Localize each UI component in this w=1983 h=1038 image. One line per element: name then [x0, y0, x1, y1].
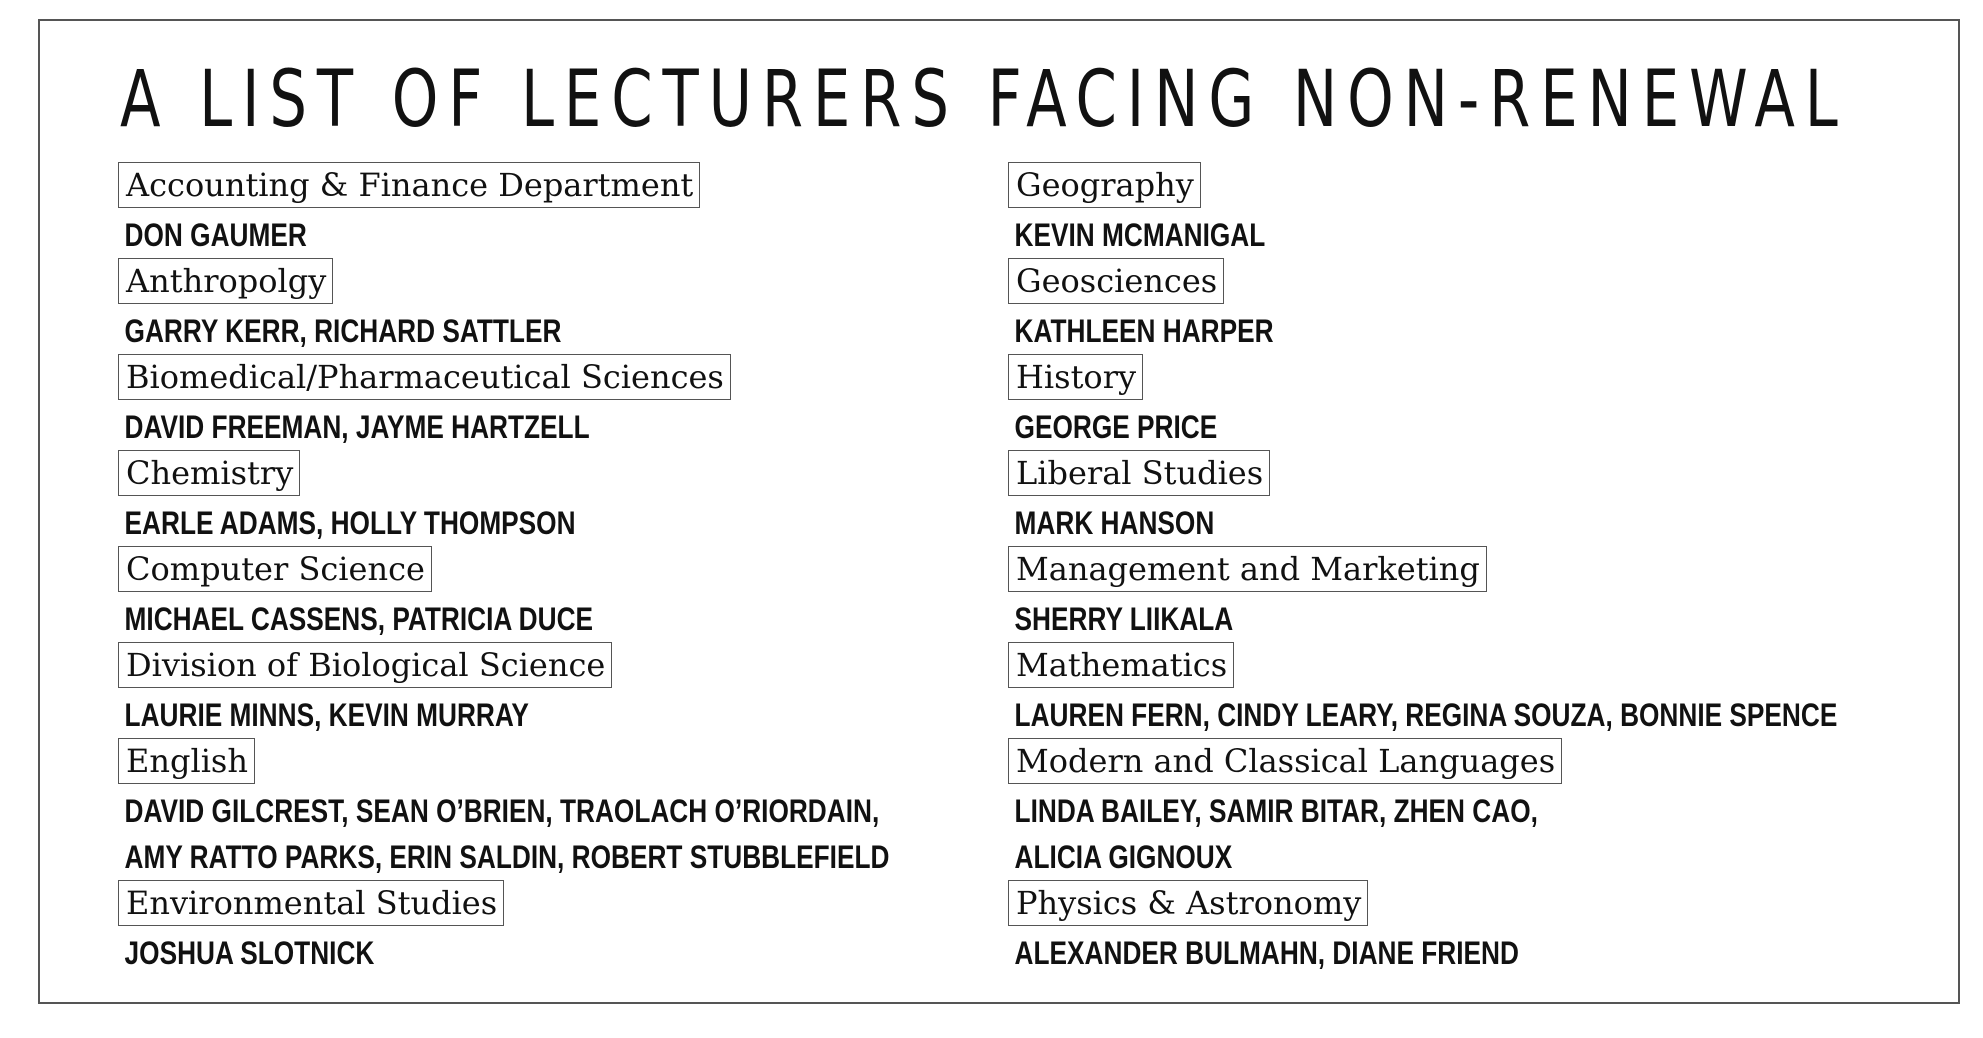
department-entry [1008, 546, 1888, 642]
department-label: Liberal Studies [1008, 450, 1270, 496]
department-label: History [1008, 354, 1143, 400]
department-entry [118, 546, 998, 642]
department-label: Physics & Astronomy [1008, 880, 1368, 926]
department-label: Mathematics [1008, 642, 1234, 688]
department-label: English [118, 738, 255, 784]
department-entry [118, 450, 998, 546]
lecturer-names: KATHLEEN HARPER [1014, 313, 1274, 349]
department-label: Management and Marketing [1008, 546, 1487, 592]
department-label: Modern and Classical Languages [1008, 738, 1562, 784]
lecturer-names: LAUREN FERN, CINDY LEARY, REGINA SOUZA, BONNIE SPENCE [1014, 697, 1838, 733]
department-label: Environmental Studies [118, 880, 504, 926]
department-entry [1008, 450, 1888, 546]
lecturer-names: DAVID FREEMAN, JAYME HARTZELL [124, 409, 590, 445]
department-label: Biomedical/Pharmaceutical Sciences [118, 354, 731, 400]
lecturer-names: GEORGE PRICE [1014, 409, 1218, 445]
department-entry [118, 354, 998, 450]
lecturer-names: GARRY KERR, RICHARD SATTLER [124, 313, 562, 349]
department-entry [118, 258, 998, 354]
lecturer-names: ALEXANDER BULMAHN, DIANE FRIEND [1014, 935, 1519, 971]
left-column [118, 162, 998, 976]
department-entry [118, 162, 998, 258]
lecturer-names: ALICIA GIGNOUX [1014, 839, 1233, 875]
department-entry [1008, 880, 1888, 976]
lecturer-names: JOSHUA SLOTNICK [124, 935, 375, 971]
lecturer-names: SHERRY LIIKALA [1014, 601, 1234, 637]
department-entry [1008, 354, 1888, 450]
department-label: Anthropolgy [118, 258, 333, 304]
lecturer-names: DON GAUMER [124, 217, 307, 253]
lecturer-names: AMY RATTO PARKS, ERIN SALDIN, ROBERT STUBBLEFIELD [124, 839, 890, 875]
department-entry [118, 642, 998, 738]
right-column [1008, 162, 1888, 976]
department-entry [1008, 162, 1888, 258]
page-title: A LIST OF LECTURERS FACING NON-RENEWAL [120, 55, 1848, 145]
lecturer-names: KEVIN MCMANIGAL [1014, 217, 1266, 253]
department-entry [118, 880, 998, 976]
department-entry [118, 738, 998, 880]
lecturer-names: MICHAEL CASSENS, PATRICIA DUCE [124, 601, 594, 637]
department-label: Division of Biological Science [118, 642, 612, 688]
lecturer-names: EARLE ADAMS, HOLLY THOMPSON [124, 505, 576, 541]
lecturer-names: LAURIE MINNS, KEVIN MURRAY [124, 697, 529, 733]
lecturer-names: MARK HANSON [1014, 505, 1215, 541]
department-label: Geography [1008, 162, 1201, 208]
department-label: Computer Science [118, 546, 432, 592]
lecturer-names: DAVID GILCREST, SEAN O’BRIEN, TRAOLACH O’RIORDAIN, [124, 793, 880, 829]
department-entry [1008, 738, 1888, 880]
department-entry [1008, 642, 1888, 738]
department-label: Accounting & Finance Department [118, 162, 700, 208]
department-entry [1008, 258, 1888, 354]
lecturer-names: LINDA BAILEY, SAMIR BITAR, ZHEN CAO, [1014, 793, 1538, 829]
department-label: Geosciences [1008, 258, 1224, 304]
department-label: Chemistry [118, 450, 300, 496]
